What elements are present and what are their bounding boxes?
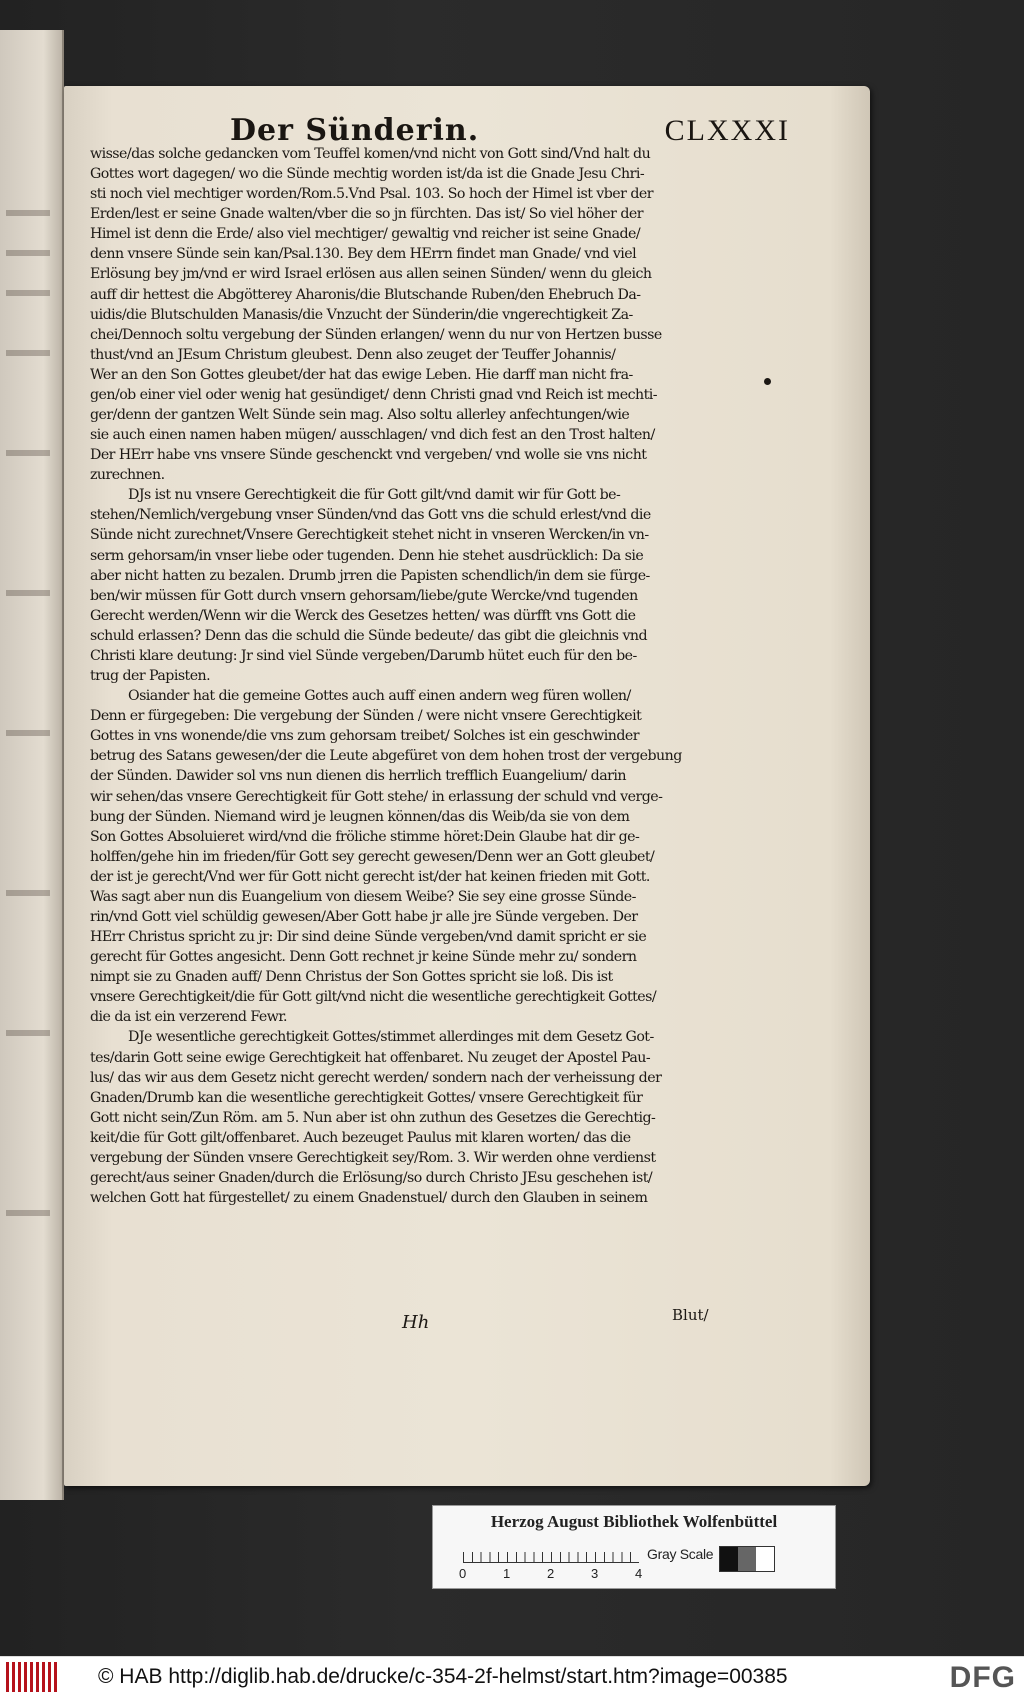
text-line: ger/denn der gantzen Welt Sünde sein mag. Also soltu allerley anfechtungen/wie: [90, 407, 630, 424]
text-line: Son Gottes Absoluieret wird/vnd die fröliche stimme höret:Dein Glaube hat dir ge-: [90, 828, 640, 845]
text-line: serm gehorsam/in vnser liebe oder tugenden. Denn hie stehet ausdrücklich: Da sie: [90, 547, 644, 564]
text-line: betrug des Satans gewesen/der die Leute abgefüret von dem hohen trost der vergebung: [90, 748, 682, 765]
text-line: Gottes in vns wonende/die vns zum gehorsam treibet/ Solches ist ein geschwinder: [90, 728, 639, 745]
text-line: keit/die für Gott gilt/offenbaret. Auch bezeuget Paulus mit klaren worten/ das die: [90, 1129, 631, 1146]
text-line: Osiander hat die gemeine Gottes auch auff einen andern weg füren wollen/: [128, 688, 631, 705]
text-line: der ist je gerecht/Vnd wer für Gott nicht gerecht ist/der hat keinen frieden mit Gott.: [90, 868, 650, 885]
previous-page-edge: [0, 30, 64, 1500]
text-line: bung der Sünden. Niemand wird je leugnen können/das dis Weib/da sie von dem: [90, 808, 630, 825]
text-line: schuld erlassen? Denn das die schuld die Sünde bedeute/ das gibt die gleichnis vnd: [90, 627, 648, 644]
text-line: nimpt sie zu Gnaden auff/ Denn Christus der Son Gottes spricht sie loß. Dis ist: [90, 969, 613, 986]
text-line: wir sehen/das vnsere Gerechtigkeit für Gott stehe/ in erlassung der schuld vnd verge-: [90, 788, 663, 805]
paragraph: [90, 144, 736, 485]
gray-scale-swatches: [719, 1546, 775, 1572]
paragraph: [90, 485, 736, 686]
text-line: HErr Christus spricht zu jr: Dir sind deine Sünde vergeben/vnd damit spricht er sie: [90, 929, 647, 946]
catchword: Blut/: [672, 1306, 709, 1324]
ghost-text: [6, 590, 50, 596]
ruler-number: 1: [503, 1566, 511, 1581]
text-line: Gerecht werden/Wenn wir die Werck des Gesetzes hetten/ was dürfft vns Gott die: [90, 607, 636, 624]
ghost-text: [6, 210, 50, 216]
text-line: vergebung der Sünden vnsere Gerechtigkeit sey/Rom. 3. Wir werden ohne verdienst: [90, 1149, 656, 1166]
text-line: DJe wesentliche gerechtigkeit Gottes/stimmet allerdinges mit dem Gesetz Got-: [128, 1029, 654, 1046]
color-scale-card: [432, 1505, 836, 1589]
text-line: Gnaden/Drumb kan die wesentliche gerechtigkeit Gottes/ vnsere Gerechtigkeit für: [90, 1089, 643, 1106]
library-name: Herzog August Bibliothek Wolfenbüttel: [490, 1512, 778, 1531]
text-line: welchen Gott hat fürgestellet/ zu einem Gnadenstuel/ durch den Glauben in seinem: [90, 1190, 648, 1207]
footer-url[interactable]: © HAB http://diglib.hab.de/drucke/c-354-2f-helmst/start.htm?image=00385: [98, 1665, 788, 1688]
text-line: uidis/die Blutschulden Manasis/die Vnzucht der Sünderin/die vngerechtigkeit Za-: [90, 306, 633, 323]
ruler-number: 4: [635, 1566, 643, 1581]
margin-mark: [764, 378, 771, 385]
ruler: [463, 1544, 639, 1563]
text-line: Wer an den Son Gottes gleubet/der hat das ewige Leben. Hie darff man nicht fra-: [90, 366, 633, 383]
gray-scale-label: Gray Scale: [647, 1546, 714, 1562]
text-line: trug der Papisten.: [90, 668, 211, 685]
text-line: aber nicht hatten zu bezalen. Drumb jrren die Papisten schendlich/in dem sie fürge-: [90, 567, 650, 584]
text-line: lus/ das wir aus dem Gesetz nicht gerecht werden/ sondern nach der verheissung der: [90, 1069, 662, 1086]
text-line: gerecht/aus seiner Gnaden/durch die Erlösung/so durch Christo JEsu geschehen ist/: [90, 1169, 653, 1186]
text-line: Was sagt aber nun dis Euangelium von diesem Weibe? Sie sey eine grosse Sünde-: [90, 888, 636, 905]
text-line: holffen/gehe hin im frieden/für Gott sey gerecht gewesen/Denn wer an Gott gleubet/: [90, 848, 655, 865]
paragraph: [90, 1027, 736, 1208]
text-line: der Sünden. Dawider sol vns nun dienen dis herrlich trefflich Euangelium/ darin: [90, 768, 626, 785]
ruler-number: 3: [591, 1566, 599, 1581]
text-line: Erden/lest er seine Gnade walten/vber die so jn fürchten. Das ist/ So viel höher der: [90, 206, 643, 223]
text-line: Denn er fürgegeben: Die vergebung der Sünden / were nicht vnsere Gerechtigkeit: [90, 708, 642, 725]
ghost-text: [6, 350, 50, 356]
ghost-text: [6, 1210, 50, 1216]
ghost-text: [6, 890, 50, 896]
text-line: Erlösung bey jm/vnd er wird Israel erlösen aus allen seinen Sünden/ wenn du gleich: [90, 266, 652, 283]
text-line: die da ist ein verzerend Fewr.: [90, 1009, 287, 1026]
footer-bar: [0, 1656, 1024, 1697]
text-line: sti noch viel mechtiger worden/Rom.5.Vnd Psal. 103. So hoch der Himel ist vber der: [90, 186, 653, 203]
ghost-text: [6, 450, 50, 456]
text-line: gen/ob einer viel oder wenig hat gesündiget/ denn Christi gnad vnd Reich ist mechti-: [90, 386, 657, 403]
running-head: [230, 100, 790, 148]
text-line: gerecht für Gottes angesicht. Denn Gott rechnet jr keine Sünde mehr zu/ sondern: [90, 949, 637, 966]
gray-swatch: [738, 1547, 756, 1571]
gray-swatch: [756, 1547, 774, 1571]
body-text: [90, 144, 736, 1208]
signature-mark: Hh: [402, 1312, 430, 1333]
text-line: Christi klare deutung: Jr sind viel Sünde vergeben/Darumb hütet euch für den be-: [90, 647, 637, 664]
ruler-number: 2: [547, 1566, 555, 1581]
text-line: Himel ist denn die Erde/ also viel mechtiger/ gewaltig vnd reicher ist seine Gnade/: [90, 226, 641, 243]
text-line: zurechnen.: [90, 467, 165, 484]
text-line: rin/vnd Gott viel schüldig gewesen/Aber Gott habe jr alle jre Sünde vergeben. Der: [90, 908, 638, 925]
hab-logo-icon: [6, 1662, 58, 1692]
text-line: DJs ist nu vnsere Gerechtigkeit die für Gott gilt/vnd damit wir für Gott be-: [128, 487, 621, 504]
ruler-numbers: [459, 1566, 649, 1582]
text-line: tes/darin Gott seine ewige Gerechtigkeit hat offenbaret. Nu zeuget der Apostel Pau-: [90, 1049, 651, 1066]
text-line: ben/wir müssen für Gott durch vnsern gehorsam/liebe/gute Wercke/vnd tugenden: [90, 587, 638, 604]
text-line: auff dir hettest die Abgötterey Aharonis/die Blutschande Ruben/den Ehebruch Da-: [90, 286, 641, 303]
text-line: stehen/Nemlich/vergebung vnser Sünden/vnd das Gott vns die schuld erlest/vnd die: [90, 507, 651, 524]
gray-swatch: [720, 1547, 738, 1571]
text-line: Der HErr habe vns vnsere Sünde geschenckt vnd vergeben/ vnd wolle sie vns nicht: [90, 447, 647, 464]
paragraph: [90, 686, 736, 1027]
text-line: wisse/das solche gedancken vom Teuffel komen/vnd nicht von Gott sind/Vnd halt du: [90, 146, 651, 162]
text-line: vnsere Gerechtigkeit/die für Gott gilt/vnd nicht die wesentliche gerechtigkeit Gottes/: [90, 989, 657, 1006]
dfg-logo: DFG: [949, 1661, 1016, 1694]
text-line: thust/vnd an JEsum Christum gleubest. Denn also zeuget der Teuffer Johannis/: [90, 346, 616, 363]
ghost-text: [6, 290, 50, 296]
ruler-number: 0: [459, 1566, 467, 1581]
ghost-text: [6, 250, 50, 256]
text-line: Gottes wort dagegen/ wo die Sünde mechtig worden ist/da ist die Gnade Jesu Chri-: [90, 166, 645, 183]
text-line: Gott nicht sein/Zun Röm. am 5. Nun aber ist ohn zuthun des Gesetzes die Gerechtig-: [90, 1109, 656, 1126]
running-title: Der Sünderin.: [230, 113, 480, 148]
ghost-text: [6, 1030, 50, 1036]
ghost-text: [6, 730, 50, 736]
text-line: denn vnsere Sünde sein kan/Psal.130. Bey dem HErrn findet man Gnade/ vnd viel: [90, 246, 637, 263]
folio-number: CLXXXI: [664, 114, 790, 147]
text-line: Sünde nicht zurechnet/Vnsere Gerechtigkeit stehet nicht in vnseren Wercken/in vn-: [90, 527, 649, 544]
text-line: chei/Dennoch soltu vergebung der Sünden erlangen/ wenn du nur von Hertzen busse: [90, 326, 662, 343]
text-line: sie auch einen namen haben mügen/ ausschlagen/ vnd dich fest an den Trost halten/: [90, 427, 655, 444]
